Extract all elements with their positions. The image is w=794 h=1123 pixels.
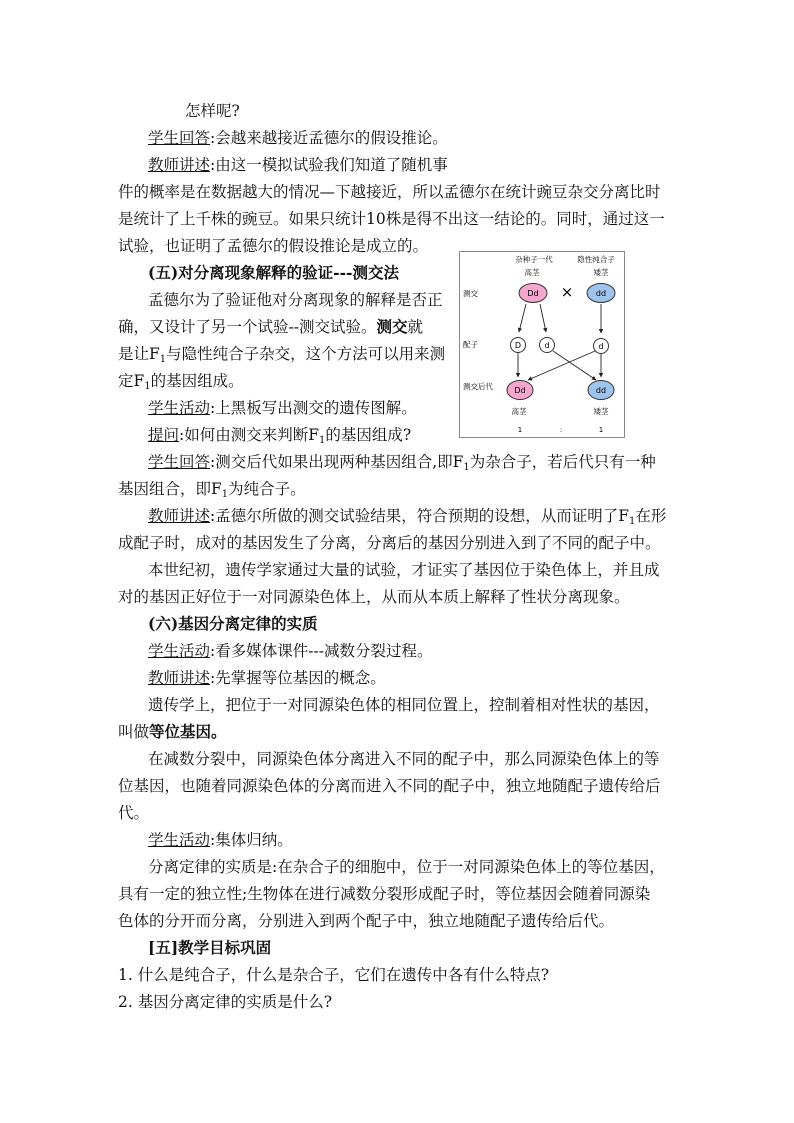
gamete-d: d	[544, 341, 550, 350]
offspring2-genotype: dd	[595, 386, 607, 395]
label-student-activity: 学生活动	[148, 831, 211, 849]
col2-title: 隐性纯合子	[577, 255, 615, 264]
parent2-genotype: dd	[595, 289, 607, 298]
section-heading: [五]教学目标巩固	[148, 938, 272, 957]
text-line: 是统计了上千株的豌豆。如果只统计10株是得不出这一结论的。同时，通过这一	[118, 210, 665, 228]
text-line: 基因组合，即$F_1$为纯合子。	[118, 480, 306, 500]
text-line: 色体的分开而分离，分别进入到两个配子中，独立地随配子遗传给后代。	[118, 912, 615, 930]
text-line: 对的基因正好位于一对同源染色体上，从而从本质上解释了性状分离现象。	[118, 588, 630, 606]
row-label-cross: 测交	[463, 289, 478, 298]
label-student-activity: 学生活动	[148, 399, 211, 417]
text-line: 具有一定的独立性;生物体在进行减数分裂形成配子时，等位基因会随着同源染	[118, 885, 651, 903]
label-teacher-statement: 教师讲述	[148, 507, 211, 525]
row-label-gamete: 配子	[463, 340, 478, 349]
label-student-answer: 学生回答	[148, 129, 211, 147]
text-line: 试验，也证明了孟德尔的假设推论是成立的。	[118, 237, 429, 255]
text-line: 代。	[118, 804, 150, 822]
label-student-activity: 学生活动	[148, 642, 211, 660]
label-student-answer: 学生回答	[148, 453, 211, 471]
section-heading: (六)基因分离定律的实质	[148, 614, 318, 633]
offspring1-phenotype: 高茎	[511, 407, 527, 416]
col2-subtitle: 矮茎	[593, 268, 609, 277]
text-line: 学生活动:上黑板写出测交的遗传图解。	[148, 399, 417, 417]
question-item: 1. 什么是纯合子，什么是杂合子，它们在遗传中各有什么特点?	[118, 966, 550, 984]
offspring2-phenotype: 矮茎	[593, 407, 609, 416]
col1-subtitle: 高茎	[524, 268, 540, 277]
term-allele: 等位基因。	[149, 722, 227, 741]
text-line: 分离定律的实质是:在杂合子的细胞中，位于一对同源染色体上的等位基因，	[148, 858, 665, 876]
ratio-left: 1	[517, 426, 523, 434]
ratio-right: 1	[598, 426, 604, 434]
label-teacher-statement: 教师讲述	[148, 669, 211, 687]
testcross-diagram	[459, 251, 625, 438]
text-line: 成配子时，成对的基因发生了分离，分离后的基因分别进入到了不同的配子中。	[118, 534, 661, 552]
text-line: 孟德尔为了验证他对分离现象的解释是否正	[148, 291, 443, 309]
offspring1-genotype: Dd	[514, 386, 526, 395]
text-line: 教师讲述:孟德尔所做的测交试验结果，符合预期的设想，从而证明了$F_1$在形	[148, 507, 667, 527]
text-line: 在减数分裂中，同源染色体分离进入不同的配子中，那么同源染色体上的等	[148, 750, 660, 768]
text-line: 学生回答:会越来越接近孟德尔的假设推论。	[148, 129, 448, 147]
section-heading: (五)对分离现象解释的验证---测交法	[148, 263, 399, 282]
text-line: 叫做等位基因。	[118, 722, 227, 741]
col1-title: 杂种子一代	[515, 255, 553, 264]
ratio-colon: :	[559, 426, 563, 434]
text-line: 是让$F_1$与隐性纯合子杂交，这个方法可以用来测	[118, 345, 446, 365]
row-label-offspring: 测交后代	[463, 382, 493, 391]
text-line: 位基因，也随着同源染色体的分离而进入不同的配子中，独立地随配子遗传给后	[118, 777, 661, 795]
text-line: 怎样呢?	[185, 102, 240, 120]
text-line: 学生活动:看多媒体课件---减数分裂过程。	[148, 642, 433, 660]
text-line: 遗传学上，把位于一对同源染色体的相同位置上，控制着相对性状的基因，	[148, 696, 660, 714]
text-line: 学生活动:集体归纳。	[148, 831, 293, 849]
text-line: 学生回答:测交后代如果出现两种基因组合,即$F_1$为杂合子，若后代只有一种	[148, 453, 656, 473]
text-line: 定$F_1$的基因组成。	[118, 372, 244, 392]
text-line: 教师讲述:先掌握等位基因的概念。	[148, 669, 386, 687]
gamete-d-2: d	[598, 342, 604, 351]
label-question: 提问	[148, 426, 180, 444]
gamete-D: D	[514, 341, 522, 350]
question-item: 2. 基因分离定律的实质是什么?	[118, 993, 333, 1011]
text-line: 提问:如何由测交来判断$F_1$的基因组成?	[148, 426, 412, 446]
text-line: 确，又设计了另一个试验--测交试验。测交就	[118, 317, 424, 336]
text-line: 件的概率是在数据越大的情况—下越接近，所以孟德尔在统计豌豆杂交分离比时	[118, 183, 661, 201]
cross-symbol: ×	[560, 283, 574, 301]
text-line: 教师讲述:由这一模拟试验我们知道了随机事	[148, 156, 448, 174]
testcross-diagram-svg	[460, 252, 624, 437]
label-teacher-statement: 教师讲述	[148, 156, 211, 174]
parent1-genotype: Dd	[527, 289, 539, 298]
text-line: 本世纪初，遗传学家通过大量的试验，才证实了基因位于染色体上，并且成	[148, 561, 660, 579]
